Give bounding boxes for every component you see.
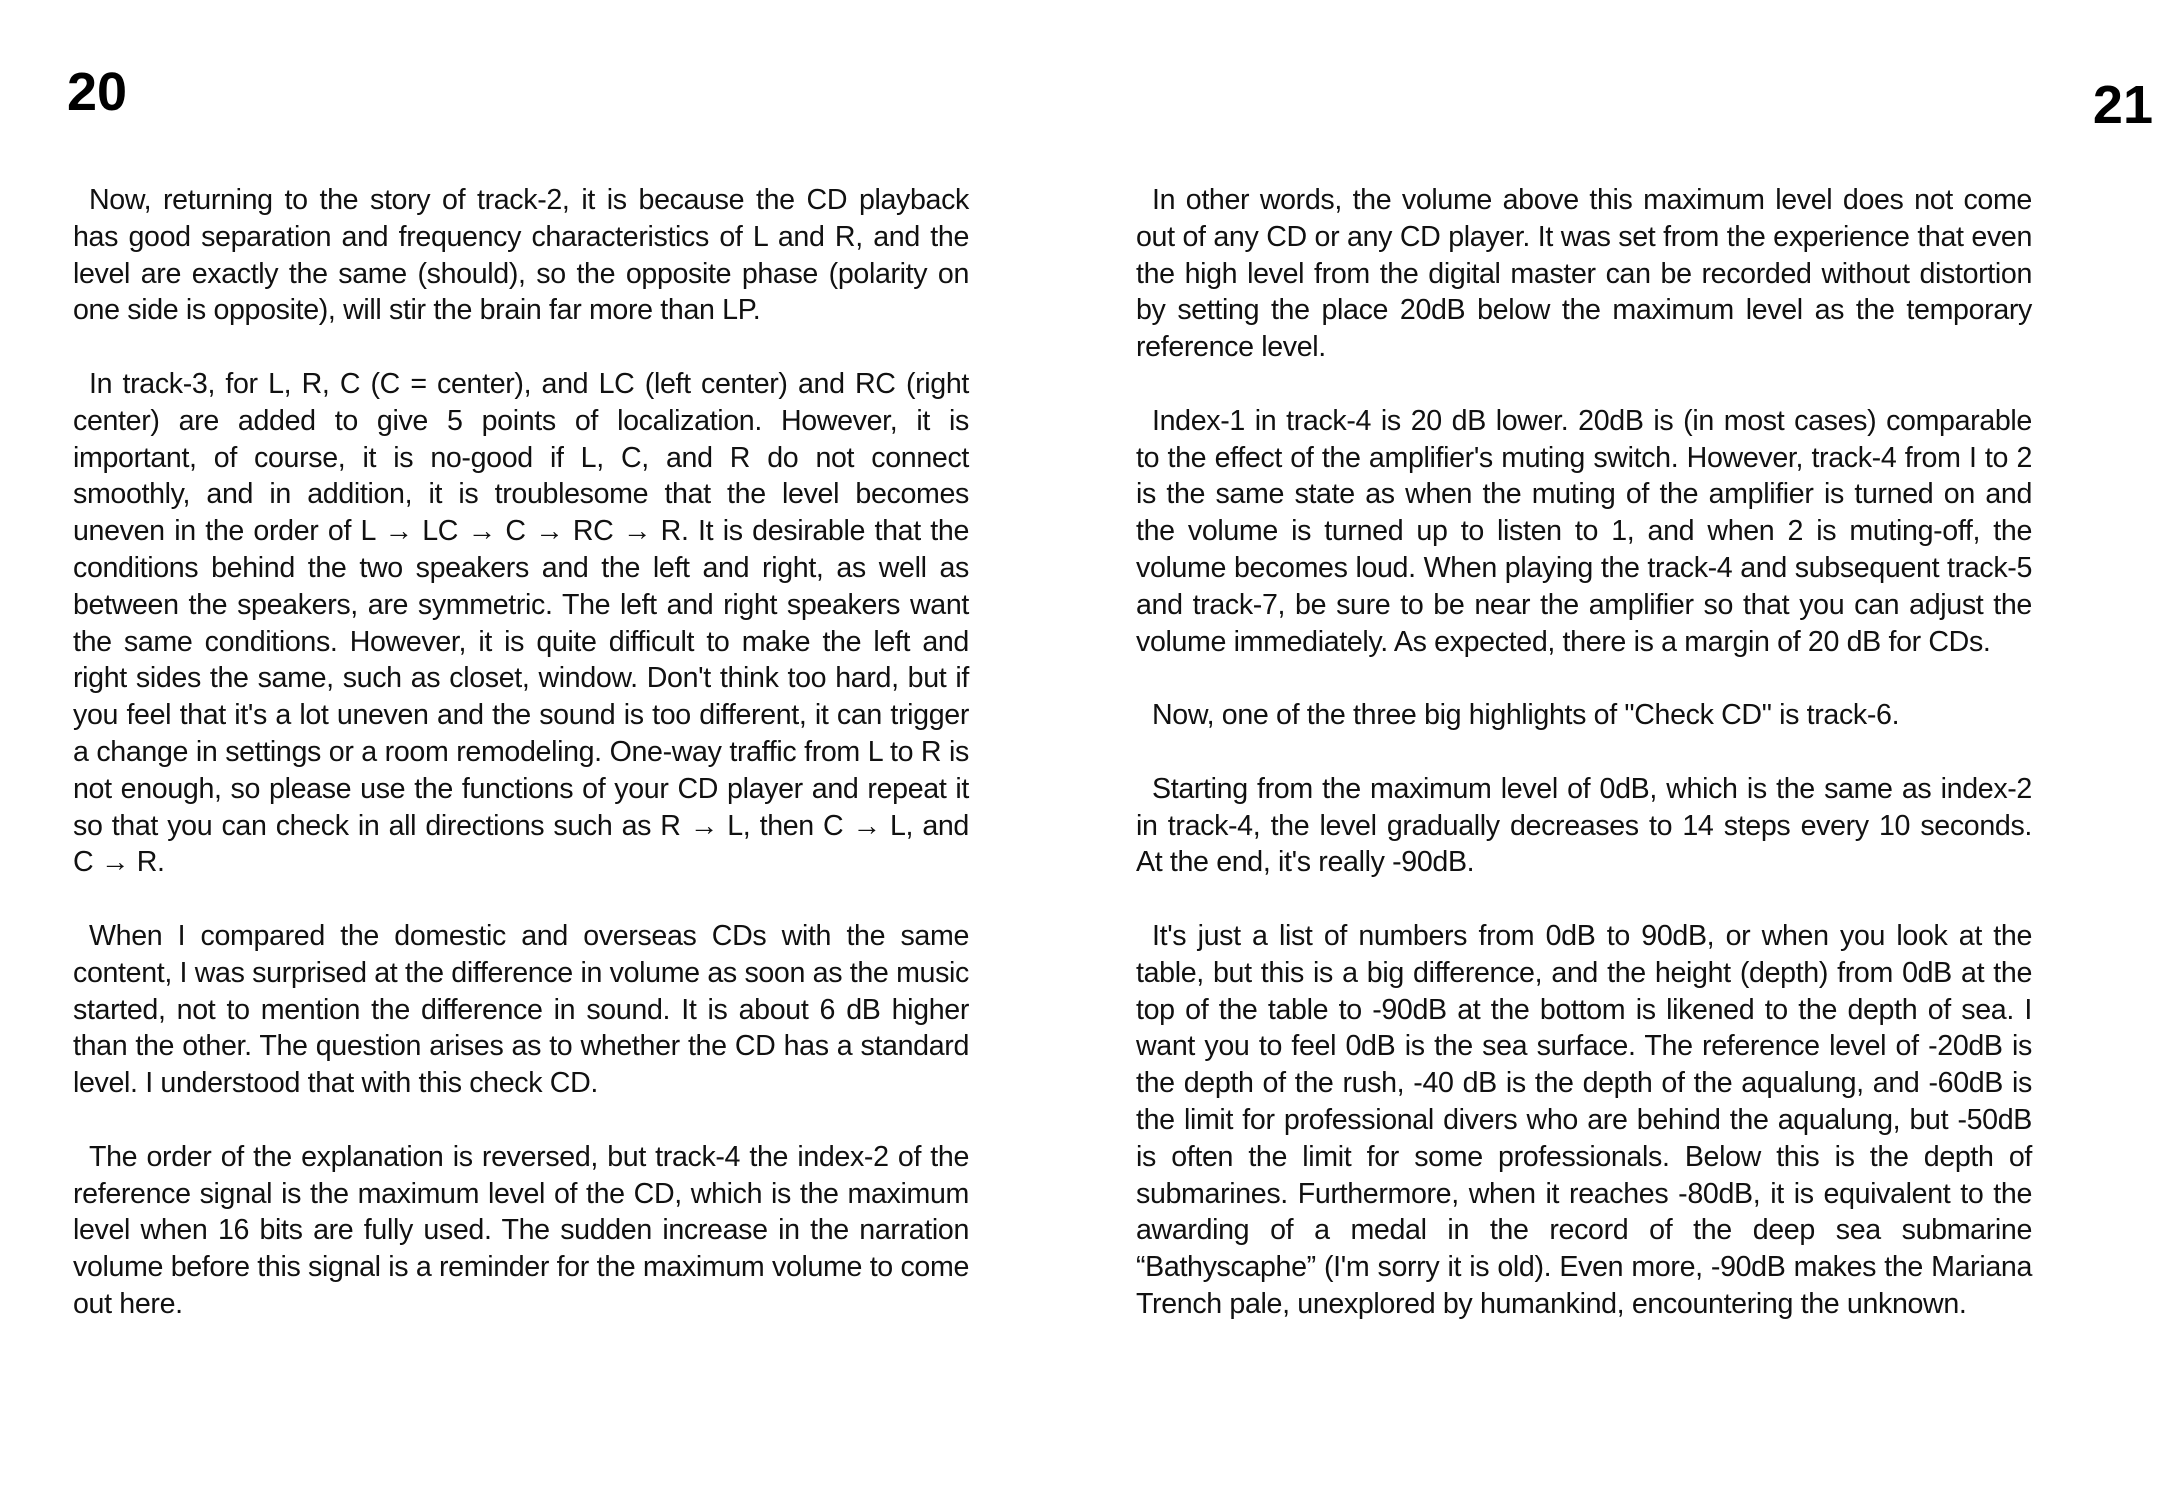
page-number-right: 21 xyxy=(2092,75,2153,135)
paragraph-track2-phase: Now, returning to the story of track-2, it is because the CD playback has good separation and frequency characteristics of L and R, and the level are exactly the same (should), so the opposite phase (polarity on one side is opposite), will stir the brain far more than LP. xyxy=(73,184,969,327)
paragraph-max-level: In other words, the volume above this maximum level does not come out of any CD or any CD player. It was set from the experience that even the high level from the digital master can be recorded without distortion by setting the place 20dB below the maximum level as the temporary reference level. xyxy=(1136,184,2032,364)
right-page-body xyxy=(1136,182,2032,1323)
paragraph-track3-localization: In track-3, for L, R, C (C = center), and LC (left center) and RC (right center) are added to give 5 points of localization. However, it is important, of course, it is no-good if L, C, and R do not connect smoothly, and in addition, it is troublesome that the level becomes uneven in the order of L → LC → C → RC → R. It is desirable that the conditions behind the two speakers and the left and right, as well as between the speakers, are symmetric. The left and right speakers want the same conditions. However, it is quite difficult to make the left and right sides the same, such as closet, window. Don't think too hard, but if you feel that it's a lot uneven and the sound is too different, it can trigger a change in settings or a room remodeling. One-way traffic from L to R is not enough, so please use the functions of your CD player and repeat it so that you can check in all directions such as R → L, then C → L, and C → R. xyxy=(73,367,969,879)
page-number-left: 20 xyxy=(67,62,128,122)
paragraph-track6-highlight: Now, one of the three big highlights of "Check CD" is track-6. xyxy=(1152,699,1900,732)
right-page xyxy=(1083,0,2166,1500)
paragraph-level-steps: Starting from the maximum level of 0dB, which is the same as index-2 in track-4, the level gradually decreases to 14 steps every 10 seconds. At the end, it's really -90dB. xyxy=(1136,772,2032,879)
paragraph-index1-track4: Index-1 in track-4 is 20 dB lower. 20dB is (in most cases) comparable to the effect of the amplifier's muting switch. However, track-4 from I to 2 is the same state as when the muting of the amplifier is turned on and the volume is turned up to listen to 1, and when 2 is muting-off, the volume becomes loud. When playing the track-4 and subsequent track-5 and track-7, be sure to be near the amplifier so that you can adjust the volume immediately. As expected, there is a margin of 20 dB for CDs. xyxy=(1136,404,2032,658)
paragraph-track4-index2: The order of the explanation is reversed, but track-4 the index-2 of the reference signal is the maximum level of the CD, which is the maximum level when 16 bits are fully used. The sudden increase in the narration volume before this signal is a reminder for the maximum volume to come out here. xyxy=(73,1140,969,1320)
left-page-body xyxy=(73,182,969,1323)
paragraph-domestic-overseas: When I compared the domestic and overseas CDs with the same content, I was surprised at the difference in volume as soon as the music started, not to mention the difference in sound. It is about 6 dB higher than the other. The question arises as to whether the CD has a standard level. I understood that with this check CD. xyxy=(73,919,969,1100)
paragraph-sea-depth: It's just a list of numbers from 0dB to 90dB, or when you look at the table, but this is a big difference, and the height (depth) from 0dB at the top of the table to -90dB at the bottom is likened to the depth of sea. I want you to feel 0dB is the sea surface. The reference level of -20dB is the depth of the rush, -40 dB is the depth of the aqualung, and -60dB is the limit for professional divers who are behind the aqualung, but -50dB is often the limit for some professionals. Below this is the depth of submarines. Furthermore, when it reaches -80dB, it is equivalent to the awarding of a medal in the record of the deep sea submarine “Bathyscaphe” (I'm sorry it is old). Even more, -90dB makes the Mariana Trench pale, unexplored by humankind, encountering the unknown. xyxy=(1136,919,2032,1320)
